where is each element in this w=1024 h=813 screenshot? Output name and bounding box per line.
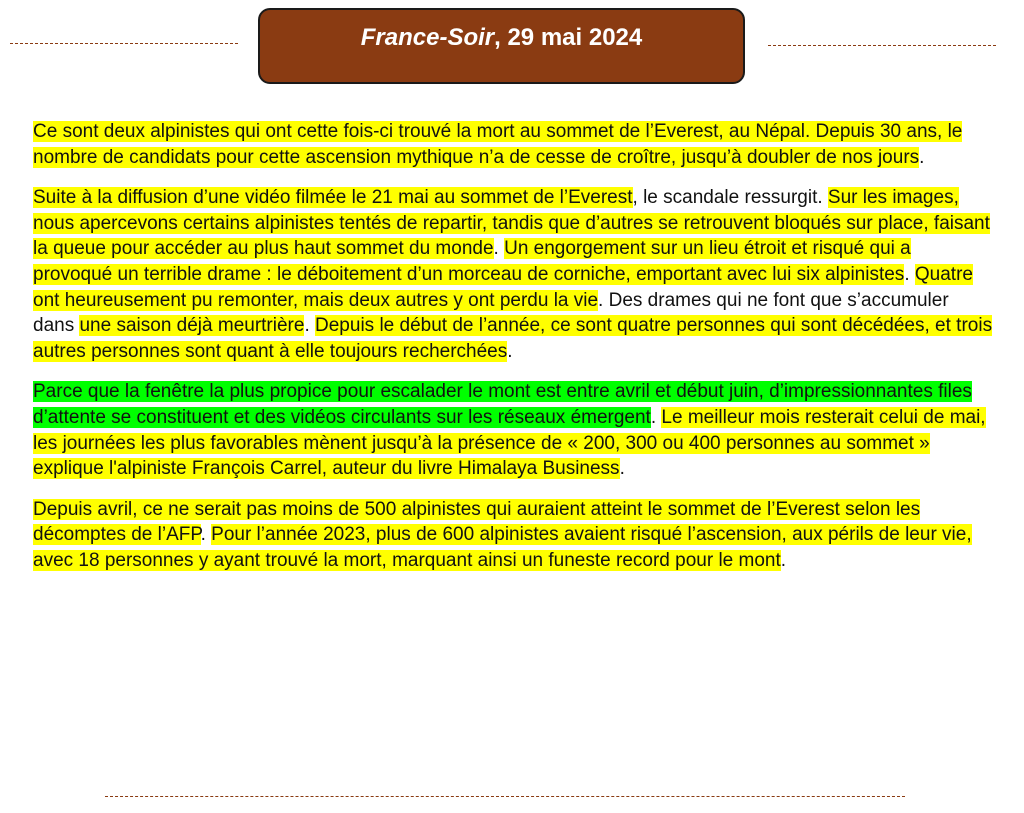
header-divider-right (768, 45, 996, 46)
article-header (0, 0, 1024, 95)
source-banner (258, 8, 745, 84)
text-segment: Depuis le début de l’année, ce sont quatre personnes qui sont décédées, et trois autres personnes sont quant à elle toujours recherchées (33, 315, 993, 362)
text-segment: . Des drames qui ne font que s’accumuler dans (33, 289, 949, 337)
paragraph-2 (33, 185, 993, 364)
text-segment: Pour l’année 2023, plus de 600 alpinistes avaient risqué l’ascension, aux périls de leur vie, avec 18 personnes y ayant trouvé la mort, marquant ainsi un funeste record pour le mont (33, 524, 972, 571)
header-divider-left (10, 43, 238, 44)
text-segment: Le meilleur mois resterait celui de mai, les journées les plus favorables mènent jusqu’à la présence de « 200, 300 ou 400 personnes au sommet » explique l'alpiniste François Carrel, auteur du livre Himalaya Business (33, 406, 986, 480)
text-segment: , le scandale ressurgit. (632, 187, 828, 209)
text-segment: Un engorgement sur un lieu étroit et risqué qui a provoqué un terrible drame : le déboitement d’un morceau de corniche, emportant avec lui six alpinistes (33, 238, 911, 285)
text-segment: . (200, 524, 212, 546)
text-segment: Parce que la fenêtre la plus propice pour escalader le mont est entre avril et début juin, d’impressionnantes files d’attente se constituent et des vidéos circulants sur les réseaux émergent (33, 381, 972, 428)
text-segment: . (650, 406, 662, 428)
paragraph-3 (33, 379, 993, 481)
text-segment: . (919, 146, 925, 168)
text-segment: . (904, 263, 915, 285)
text-segment: Suite à la diffusion d’une vidéo filmée le 21 mai au sommet de l’Everest (33, 187, 633, 209)
text-segment: Sur les images, nous apercevons certains alpinistes tentés de repartir, tandis que d’autres se retrouvent bloqués sur place, faisant la queue pour accéder au plus haut sommet du monde (33, 187, 990, 260)
text-segment: Ce sont deux alpinistes qui ont cette fois-ci trouvé la mort au sommet de l’Everest, au Népal. Depuis 30 ans, le nombre de candidats pour cette ascension mythique n’a de cesse de croître, jusqu’à doubler de nos jours (33, 121, 963, 168)
text-segment: . (507, 340, 513, 362)
paragraph-1 (33, 119, 993, 170)
article-body (33, 119, 993, 589)
publication-date: , 29 mai 2024 (494, 24, 643, 51)
publication-name: France-Soir (360, 24, 495, 51)
footer-divider (105, 796, 905, 797)
paragraph-4 (33, 497, 993, 574)
text-segment: une saison déjà meurtrière (79, 315, 305, 337)
text-segment: Depuis avril, ce ne serait pas moins de 500 alpinistes qui auraient atteint le sommet de l’Everest selon les décomptes de l’AFP (33, 498, 921, 546)
text-segment: . (780, 549, 787, 571)
text-segment: . (304, 315, 316, 337)
text-segment: . (493, 238, 505, 260)
text-segment: Quatre ont heureusement pu remonter, mais deux autres y ont perdu la vie (33, 263, 973, 311)
text-segment: . (619, 458, 625, 480)
